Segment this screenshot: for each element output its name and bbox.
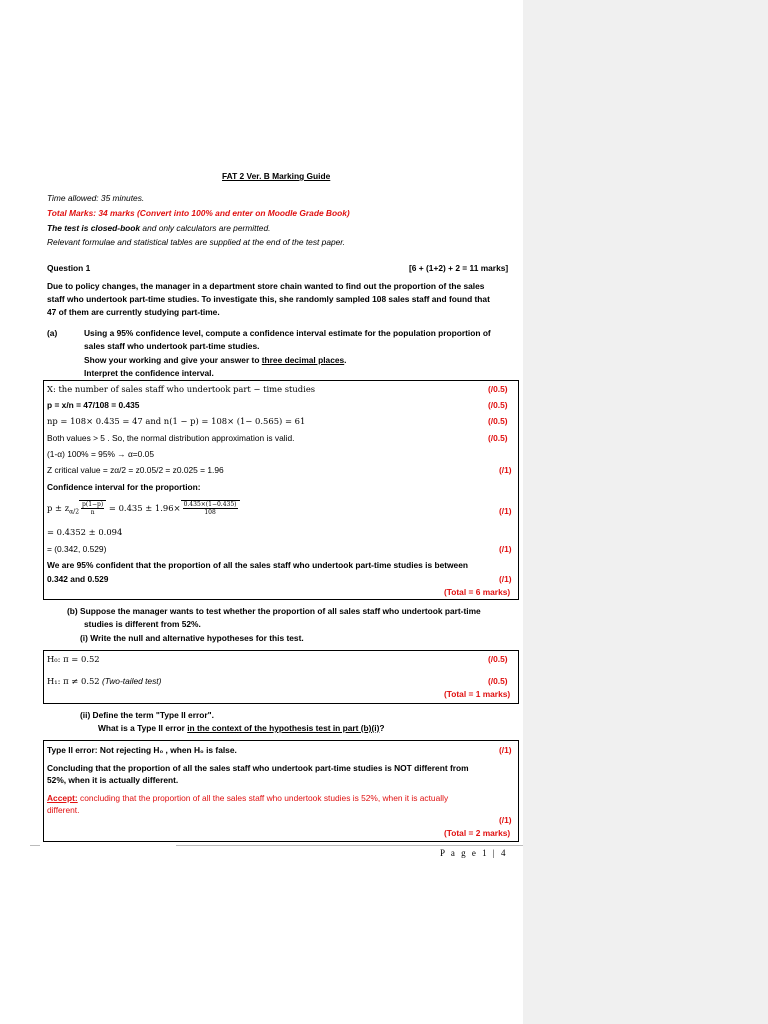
three-decimal-places: three decimal places: [261, 355, 345, 365]
mark-12: (/1): [499, 815, 512, 825]
two-tailed-note: (Two-tailed test): [101, 676, 162, 686]
total-a: (Total = 6 marks): [444, 587, 511, 597]
part-a-line-3-pre: Show your working and give your answer to: [84, 355, 262, 365]
mark-3: (/0.5): [488, 416, 508, 426]
part-a-label: (a): [47, 328, 58, 338]
context-line-1: Concluding that the proportion of all the sales staff who undertook part-time studies is NOT different from: [47, 763, 469, 773]
part-a-line-2: sales staff who undertook part-time studies.: [84, 341, 260, 351]
comments-pane: [523, 0, 768, 1024]
part-a-line-3: [84, 355, 347, 366]
normal-approx-note: Both values > 5 . So, the normal distribution approximation is valid.: [47, 433, 295, 443]
part-b-ii-line-2-post: ?: [379, 723, 385, 733]
part-a-line-3-post: .: [344, 355, 347, 365]
context-line-2: 52%, when it is actually different.: [47, 775, 179, 785]
part-b-ii-line-2-pre: What is a Type II error: [98, 723, 188, 733]
mark-9: (/0.5): [488, 654, 508, 664]
mark-2: (/0.5): [488, 400, 508, 410]
context-underlined: in the context of the hypothesis test in part (b)(i): [187, 723, 380, 733]
closed-book-rest: and only calculators are permitted.: [140, 223, 271, 233]
ci-formula-lhs: p ± z: [47, 503, 70, 513]
part-b-ii-line-2: [98, 723, 385, 734]
ci-formula-num: p(1−p): [82, 501, 104, 508]
ci-formula-num2: 0.435×(1−0.435): [183, 501, 237, 508]
alt-hypothesis-row: [47, 676, 161, 687]
ci-formula-den2: 108: [204, 509, 216, 516]
footer-rule: [176, 845, 523, 846]
part-b-i: (i) Write the null and alternative hypotheses for this test.: [80, 633, 304, 643]
mark-5: (/1): [499, 465, 512, 475]
mark-1: (/0.5): [488, 384, 508, 394]
interpretation-line-2: 0.342 and 0.529: [47, 574, 109, 584]
question-1-marks: [6 + (1+2) + 2 = 11 marks]: [409, 263, 509, 273]
type-ii-definition: Type II error: Not rejecting H₀ , when H₀ is false.: [47, 745, 237, 755]
ci-formula-sub: α/2: [69, 508, 80, 516]
sample-proportion: p = x/n = 47/108 = 0.435: [47, 400, 140, 410]
closed-book-bold: The test is closed-book: [47, 223, 141, 233]
q1-paragraph-line-2: staff who undertook part-time studies. To investigate this, she randomly sampled 108 sales staff and found that: [47, 294, 490, 304]
accept-label: Accept:: [47, 793, 78, 803]
ci-formula: [47, 500, 240, 520]
time-allowed: Time allowed: 35 minutes.: [47, 193, 145, 203]
interpretation-line-1: We are 95% confident that the proportion of all the sales staff who undertook part-time studies is between: [47, 560, 468, 570]
null-hypothesis: H₀: π = 0.52: [47, 654, 100, 664]
closed-book-note: [47, 223, 270, 234]
question-1-label: Question 1: [47, 263, 91, 273]
part-b-line-2: studies is different from 52%.: [84, 619, 201, 629]
footer-rule-left: [30, 845, 40, 846]
accept-line-2: different.: [47, 805, 80, 815]
mark-7: (/1): [499, 544, 512, 554]
accept-text: concluding that the proportion of all the sales staff who undertook studies is 52%, when it is actually: [77, 793, 449, 803]
part-a-line-4: Interpret the confidence interval.: [84, 368, 214, 378]
total-marks: Total Marks: 34 marks (Convert into 100% and enter on Moodle Grade Book): [47, 208, 350, 218]
total-b-i: (Total = 1 marks): [444, 689, 511, 699]
ci-value: = 0.4352 ± 0.094: [47, 527, 123, 537]
mark-11: (/1): [499, 745, 512, 755]
part-b-ii-line-1: (ii) Define the term "Type II error".: [80, 710, 214, 720]
accept-line-1: [47, 793, 448, 804]
page-title: FAT 2 Ver. B Marking Guide: [222, 171, 331, 181]
ci-interval: = (0.342, 0.529): [47, 544, 107, 554]
part-b-line-1: (b) Suppose the manager wants to test whether the proportion of all sales staff who undertook part-time: [67, 606, 481, 616]
q1-paragraph-line-3: 47 of them are currently studying part-time.: [47, 307, 220, 317]
ci-formula-den: n: [90, 509, 95, 516]
ci-formula-mid: = 0.435 ± 1.96×: [108, 503, 181, 513]
alpha-calc: (1-α) 100% = 95% → α=0.05: [47, 449, 154, 459]
mark-10: (/0.5): [488, 676, 508, 686]
mark-4: (/0.5): [488, 433, 508, 443]
definition-x: X: the number of sales staff who undertook part − time studies: [47, 384, 316, 394]
q1-paragraph-line-1: Due to policy changes, the manager in a department store chain wanted to find out the proportion of the sales: [47, 281, 485, 291]
formulae-note: Relevant formulae and statistical tables are supplied at the end of the test paper.: [47, 237, 346, 247]
mark-8: (/1): [499, 574, 512, 584]
total-b-ii: (Total = 2 marks): [444, 828, 511, 838]
z-critical: Z critical value = zα/2 = z0.05/2 = z0.025 = 1.96: [47, 465, 224, 475]
ci-heading: Confidence interval for the proportion:: [47, 482, 201, 492]
np-check: np = 108× 0.435 = 47 and n(1 − p) = 108× (1− 0.565) = 61: [47, 416, 306, 426]
alt-hypothesis: H₁: π ≠ 0.52: [47, 676, 100, 686]
page-number: P a g e 1 | 4: [440, 848, 508, 858]
mark-6: (/1): [499, 506, 512, 516]
part-a-line-1: Using a 95% confidence level, compute a confidence interval estimate for the population proportion of: [84, 328, 491, 338]
